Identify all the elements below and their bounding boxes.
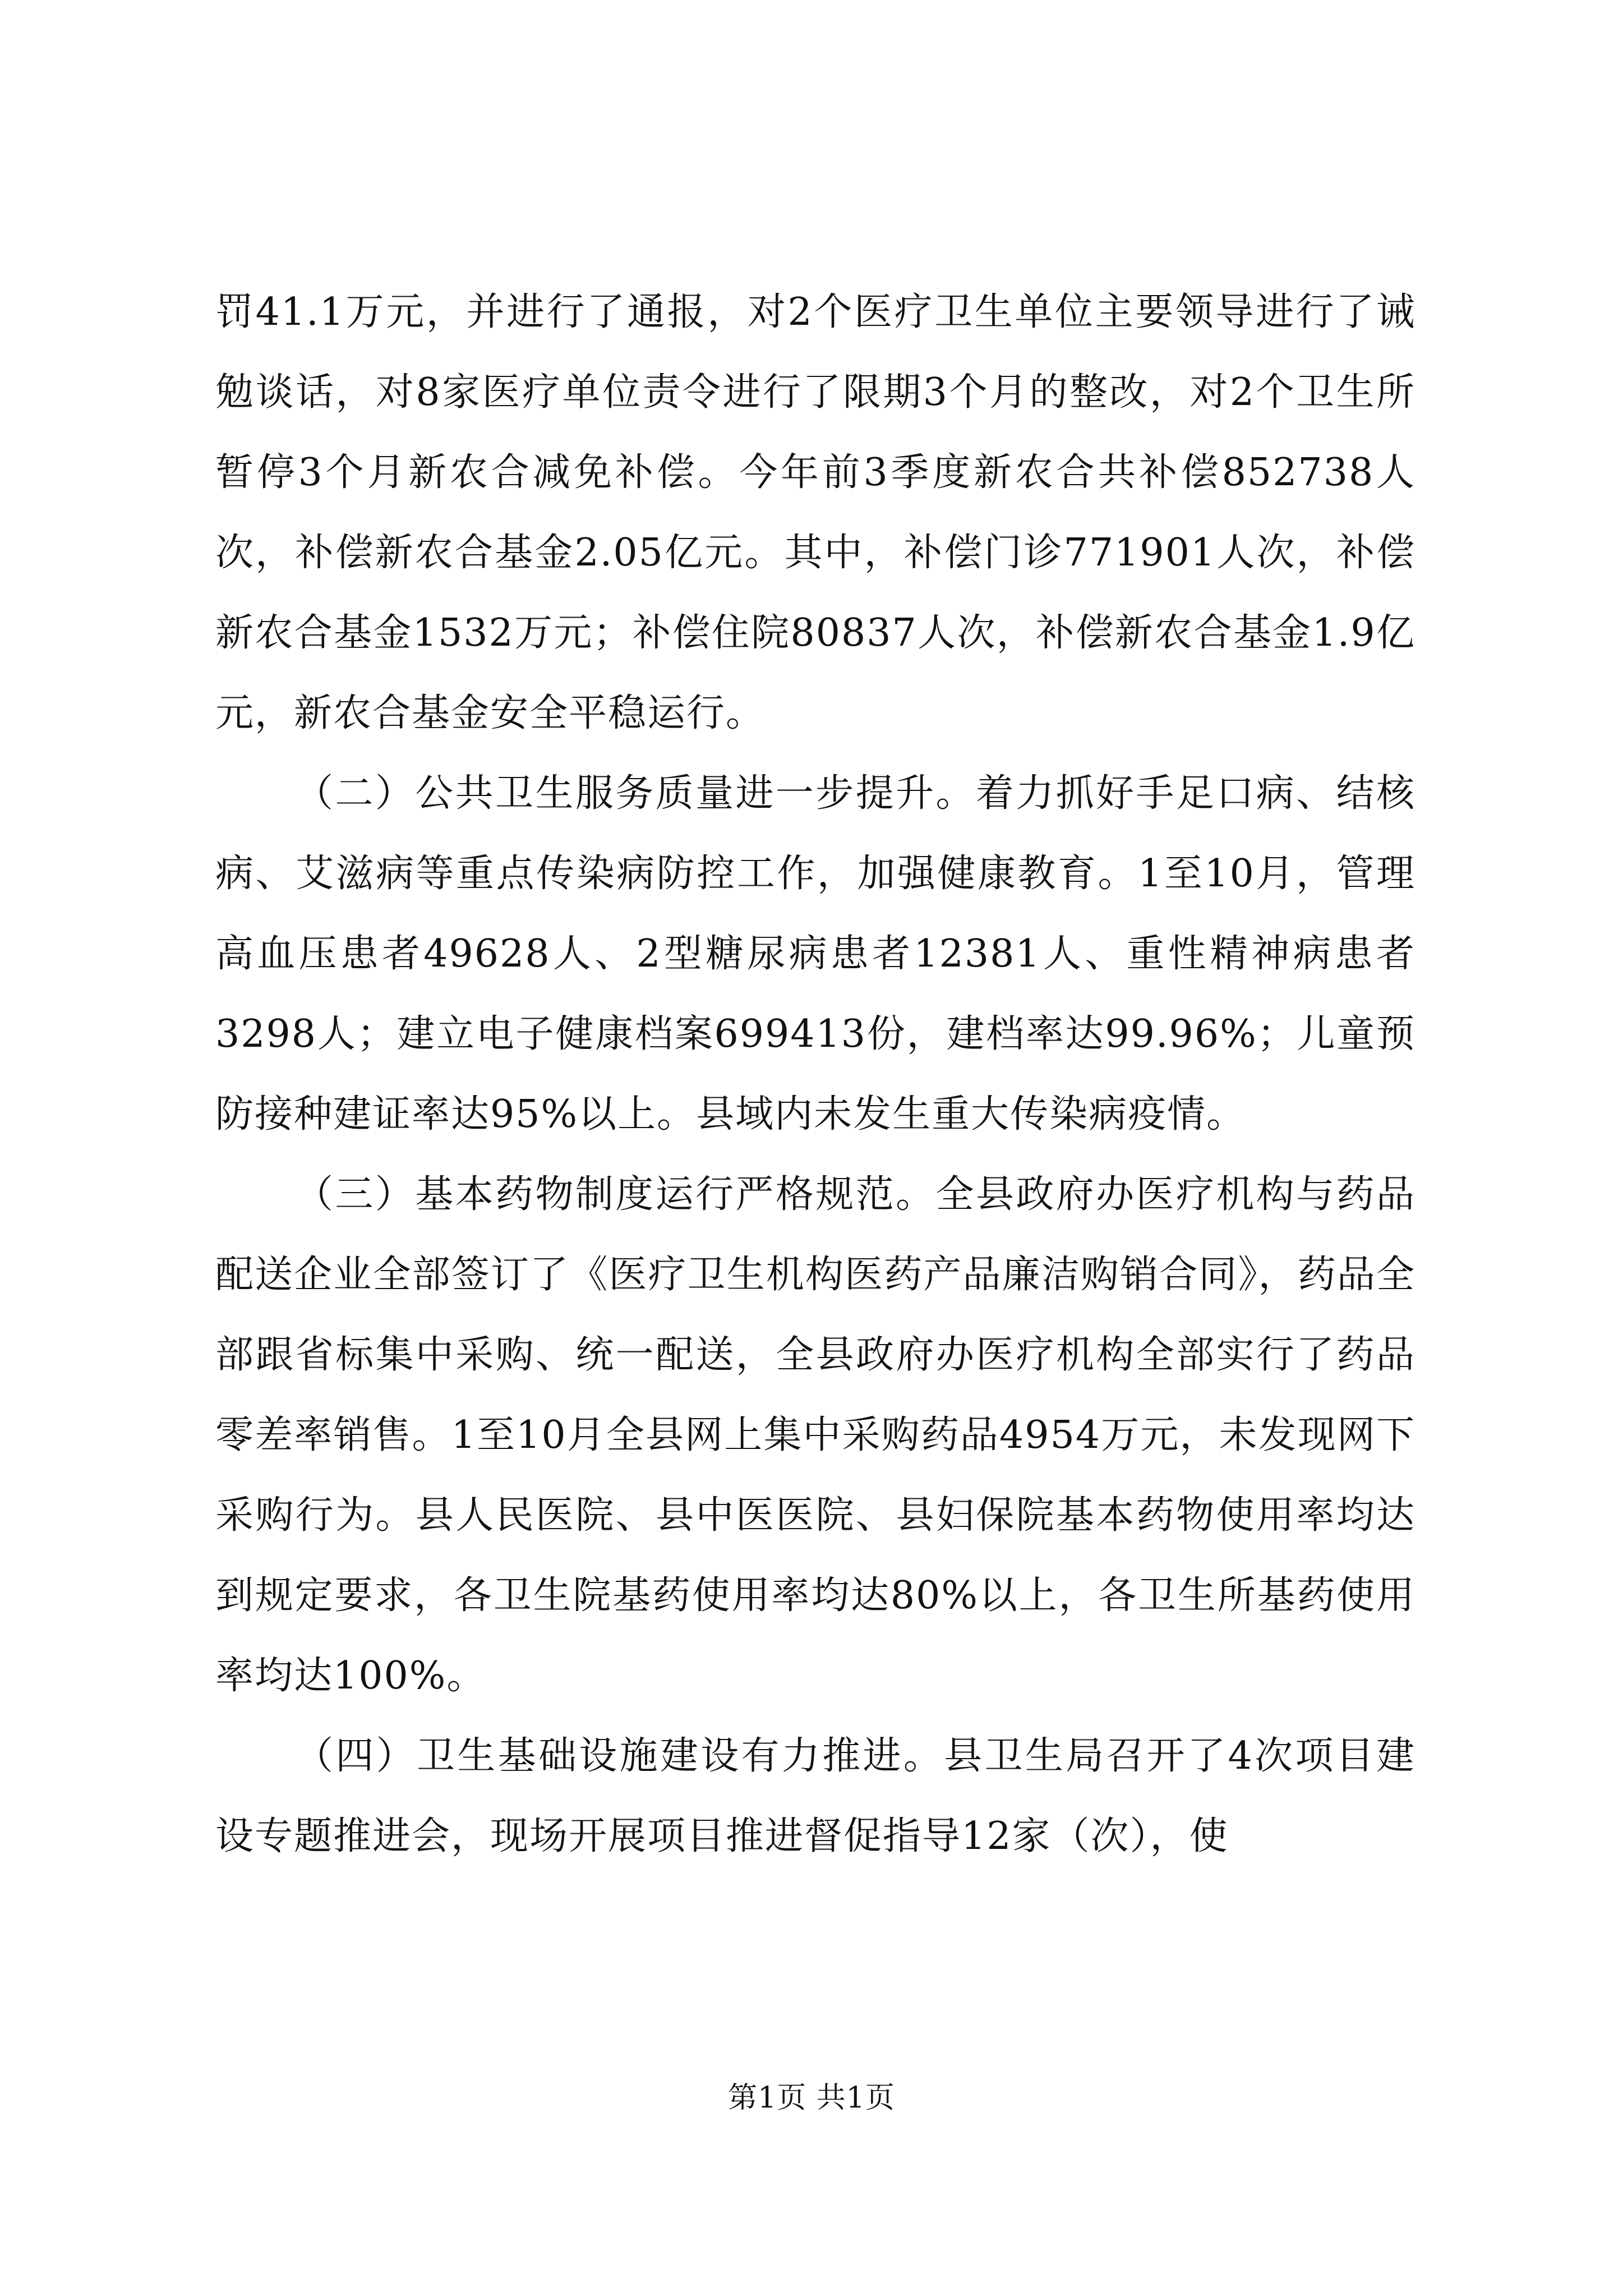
paragraph-continuation: 罚41.1万元，并进行了通报，对2个医疗卫生单位主要领导进行了诫勉谈话，对8家医疗单位责令进行了限期3个月的整改，对2个卫生所暂停3个月新农合减免补偿。今年前3季度新农合共补偿852738人次，补偿新农合基金2.05亿元。其中，补偿门诊771901人次，补偿新农合基金1532万元；补偿住院80837人次，补偿新农合基金1.9亿元，新农合基金安全平稳运行。: [215, 290, 1415, 735]
paragraph-infrastructure: （四）卫生基础设施建设有力推进。县卫生局召开了4次项目建设专题推进会，现场开展项目推进督促指导12家（次），使: [215, 1734, 1415, 1858]
paragraph-public-health: （二）公共卫生服务质量进一步提升。着力抓好手足口病、结核病、艾滋病等重点传染病防控工作，加强健康教育。1至10月，管理高血压患者49628人、2型糖尿病患者12381人、重性精神病患者3298人；建立电子健康档案699413份，建档率达99.96%；儿童预防接种建证率达95%以上。县域内未发生重大传染病疫情。: [215, 771, 1415, 1137]
document-body: [215, 272, 1415, 1876]
page-footer: 第1页 共1页: [728, 2081, 895, 2115]
paragraph-essential-drugs: （三）基本药物制度运行严格规范。全县政府办医疗机构与药品配送企业全部签订了《医疗卫生机构医药产品廉洁购销合同》，药品全部跟省标集中采购、统一配送，全县政府办医疗机构全部实行了药品零差率销售。1至10月全县网上集中采购药品4954万元，未发现网下采购行为。县人民医院、县中医医院、县妇保院基本药物使用率均达到规定要求，各卫生院基药使用率均达80%以上，各卫生所基药使用率均达100%。: [215, 1172, 1415, 1698]
